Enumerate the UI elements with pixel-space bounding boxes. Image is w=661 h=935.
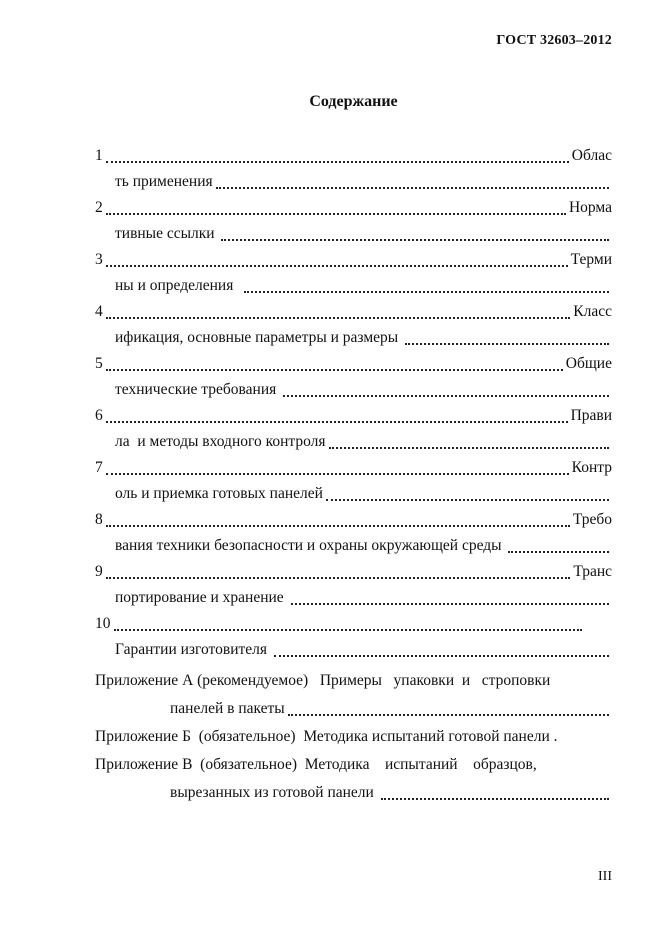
- toc-entry: [95, 507, 612, 559]
- toc-entry-line1: [95, 455, 612, 481]
- toc-entry: [95, 455, 612, 507]
- toc-entry-title-continuation: вания техники безопасности и охраны окружающей среды: [115, 537, 506, 554]
- toc-entry: [95, 351, 612, 403]
- appendix-title-line2: [95, 695, 612, 723]
- appendix-entry: [95, 751, 612, 807]
- toc-entry-number: 4: [95, 303, 103, 320]
- toc-entry-title-continuation: тивные ссылки: [115, 225, 219, 242]
- appendix-title-line1: Приложение Б (обязательное) Методика испытаний готовой панели .: [95, 728, 558, 745]
- toc-entry-line1: [95, 195, 612, 221]
- toc-entry-title-continuation: ификация, основные параметры и размеры: [115, 329, 403, 346]
- page-title: Содержание: [309, 93, 398, 110]
- dot-leader: [106, 507, 570, 527]
- dot-leader: [106, 195, 566, 215]
- dot-leader: [106, 455, 569, 475]
- toc-entry-title-continuation: Гарантии изготовителя: [115, 641, 271, 658]
- toc-entry-line2: [95, 533, 612, 559]
- dot-leader: [329, 429, 610, 449]
- toc-entry-number: 2: [95, 199, 103, 216]
- toc-entry-number: 10: [95, 615, 111, 632]
- appendix-title-continuation: вырезанных из готовой панели: [170, 784, 378, 801]
- dot-leader: [106, 247, 568, 267]
- toc-entry-line1: [95, 351, 612, 377]
- toc-entry-line2: [95, 377, 612, 403]
- dot-leader: [106, 143, 569, 163]
- toc-entry-number: 1: [95, 147, 103, 164]
- appendix-title-line1: Приложение А (рекомендуемое) Примеры упаковки и строповки: [95, 672, 551, 689]
- appendices-list: [95, 667, 612, 807]
- toc-entry: [95, 559, 612, 611]
- toc-entry-line1: [95, 247, 612, 273]
- toc-entry-title-continuation: ны и определения: [115, 277, 242, 294]
- appendix-entry: [95, 667, 612, 723]
- dot-leader: [326, 481, 609, 501]
- dot-leader: [508, 533, 609, 553]
- dot-leader: [216, 169, 609, 189]
- dot-leader: [381, 779, 609, 800]
- toc-entry-line1: [95, 403, 612, 429]
- toc-entry-line1: [95, 507, 612, 533]
- toc-entry-title-start: Транс: [573, 563, 612, 580]
- toc-entry-title-continuation: портирование и хранение: [115, 589, 288, 606]
- toc-entry-number: 9: [95, 563, 103, 580]
- toc-entry-line1: [95, 299, 612, 325]
- toc-entry-number: 6: [95, 407, 103, 424]
- toc-entry-line2: [95, 637, 612, 663]
- toc-entry-number: 7: [95, 459, 103, 476]
- dot-leader: [274, 637, 609, 657]
- dot-leader: [291, 585, 609, 605]
- toc-entry-number: 3: [95, 251, 103, 268]
- doc-number: ГОСТ 32603–2012: [496, 33, 612, 48]
- dot-leader: [283, 377, 609, 397]
- toc-entry-number: 8: [95, 511, 103, 528]
- dot-leader: [106, 351, 563, 371]
- toc-entry-title-start: Контр: [571, 459, 612, 476]
- toc-entry-line1: [95, 611, 612, 637]
- toc-entry-title-start: Норма: [568, 199, 612, 216]
- page-number: III: [598, 869, 612, 884]
- toc-entry-title-start: Прави: [570, 407, 612, 424]
- toc-entry-title-start: Облас: [571, 147, 612, 164]
- toc-entry-title-continuation: ла и методы входного контроля: [115, 433, 326, 450]
- toc-entry-line2: [95, 585, 612, 611]
- dot-leader: [405, 325, 609, 345]
- toc-entry: [95, 195, 612, 247]
- toc-list: [95, 143, 612, 663]
- toc-entry-number: 5: [95, 355, 103, 372]
- dot-leader: [106, 299, 571, 319]
- appendix-title-line1: Приложение В (обязательное) Методика испытаний образцов,: [95, 756, 537, 773]
- toc-entry: [95, 299, 612, 351]
- toc-entry-line1: [95, 559, 612, 585]
- toc-entry: [95, 143, 612, 195]
- toc-entry-title-start: Требо: [572, 511, 612, 528]
- toc-entry-title-start: Общие: [565, 355, 612, 372]
- toc-entry-line2: [95, 325, 612, 351]
- dot-leader: [106, 403, 568, 423]
- toc-entry-line2: [95, 481, 612, 507]
- appendix-title-line2: [95, 779, 612, 807]
- dot-leader: [114, 611, 583, 631]
- appendix-entry: [95, 723, 612, 751]
- toc-entry-title-start: Терми: [570, 251, 612, 268]
- appendix-title-continuation: панелей в пакеты: [170, 700, 285, 717]
- toc-entry-line2: [95, 273, 612, 299]
- dot-leader: [106, 559, 571, 579]
- dot-leader: [221, 221, 609, 241]
- toc-entry: [95, 611, 612, 663]
- toc-entry-line2: [95, 429, 612, 455]
- toc-entry-title-start: Класс: [573, 303, 612, 320]
- dot-leader: [244, 273, 609, 293]
- dot-leader: [288, 695, 609, 716]
- toc-entry-title-continuation: ть применения: [115, 173, 213, 190]
- toc-entry: [95, 403, 612, 455]
- toc-entry: [95, 247, 612, 299]
- toc-entry-title-continuation: оль и приемка готовых панелей: [115, 485, 323, 502]
- document-header: [95, 33, 612, 49]
- toc-entry-line2: [95, 221, 612, 247]
- toc-entry-title-continuation: технические требования: [115, 381, 281, 398]
- toc-entry-line2: [95, 169, 612, 195]
- toc-entry-line1: [95, 143, 612, 169]
